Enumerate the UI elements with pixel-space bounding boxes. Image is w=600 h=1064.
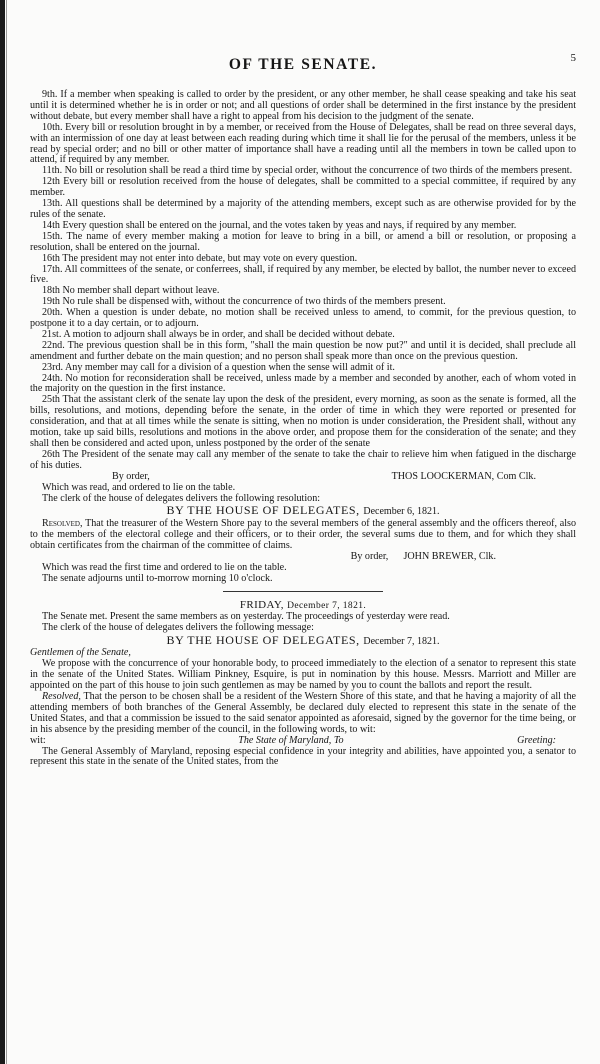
- banner-title: BY THE HOUSE OF DELEGATES,: [166, 503, 360, 518]
- rule-14: 14th Every question shall be entered on the journal, and the votes taken by yeas and nays, if required by any member.: [42, 219, 517, 231]
- table-order-line: Which was read, and ordered to lie on the table.: [42, 481, 236, 493]
- greeting-word: Greeting:: [517, 734, 556, 746]
- signature-by-order: By order,: [350, 551, 389, 563]
- signature-loockerman: [30, 472, 576, 483]
- document-body: [30, 90, 576, 768]
- message-body: We propose with the concurrence of your honorable body, to proceed immediately to the election of a senator to represent this state in the senate of the United States. William Pinkney, Esquire, is put in nomination by this house. Messrs. Marriott and Miller are appointed on the part of this house to join such gentlemen as may be named by you to count the ballots and report the result.: [30, 658, 576, 692]
- resolved-lead: Resolved,: [42, 518, 83, 530]
- day-heading: [30, 600, 576, 612]
- commission-greeting: [30, 736, 576, 747]
- banner-title: BY THE HOUSE OF DELEGATES,: [166, 632, 360, 647]
- house-banner-dec-6: [30, 505, 576, 518]
- signature-name: THOS LOOCKERMAN, Com Clk.: [391, 470, 536, 482]
- rule-25: 25th That the assistant clerk of the senate lay upon the desk of the president, every morning, as soon as the senate is formed, all the bills, resolutions, and motions, depending before the senate, in the order of time in which they were reported or presented for consideration, and that at all times while the senate is sitting, when no motion is under consideration, the President shall, without any motion, take up said bills, resolutions and motions in the above order, and propose them for the consideration of the senate; and they shall then be considered and acted upon, unless postponed by the order of the senate: [30, 394, 576, 449]
- adjournment-line: The senate adjourns until to-morrow morning 10 o'clock.: [42, 572, 273, 584]
- day-name: FRIDAY,: [239, 598, 284, 611]
- greeting-prefix: wit:: [30, 734, 46, 746]
- rule-20: 20th. When a question is under debate, no motion shall be received unless to amend, to commit, for the previous question, to postpone it to a day certain, or to adjourn.: [30, 307, 576, 330]
- rule-17: 17th. All committees of the senate, or conferrees, shall, if required by any member, be elected by ballot, the number never to exceed five.: [30, 263, 576, 286]
- resolution-treasurer: [30, 519, 576, 552]
- commission-text: The General Assembly of Maryland, reposing especial confidence in your integrity and abilities, have appointed you, a senator to represent this state in the senate of the United states, from the: [30, 745, 576, 768]
- rule-15: 15th. The name of every member making a motion for leave to bring in a bill, or amend a bill or resolution, or proposing a resolution, shall be entered on the journal.: [30, 230, 576, 253]
- binding-shadow: [6, 0, 7, 1064]
- house-banner-dec-7: [30, 632, 576, 648]
- rule-26: 26th The President of the senate may call any member of the senate to take the chair to relieve him when fatigued in the discharge of his duties.: [30, 448, 576, 471]
- document-page: [30, 52, 577, 768]
- day-date: December 7, 1821.: [287, 600, 367, 611]
- greeting-state: The State of Maryland, To: [238, 734, 344, 746]
- rule-18: 18th No member shall depart without leave.: [42, 285, 220, 297]
- message-salutation: Gentlemen of the Senate,: [30, 647, 131, 659]
- binding-edge: [0, 0, 5, 1064]
- rule-24: 24th. No motion for reconsideration shall be received, unless made by a member and seconded by another, each of whom voted in the majority on the question in the first instance.: [30, 372, 576, 395]
- rule-13: 13th. All questions shall be determined by a majority of the attending members, except such as are otherwise provided for by the rules of the senate.: [30, 198, 576, 220]
- page-title: OF THE SENATE.: [228, 56, 378, 73]
- clerk-delivers-resolution: The clerk of the house of delegates delivers the following resolution:: [42, 492, 321, 504]
- rule-23: 23rd. Any member may call for a division of a question when the sense will admit of it.: [42, 361, 395, 373]
- first-reading-line: Which was read the first time and ordered to lie on the table.: [42, 561, 287, 573]
- rule-12: 12th Every bill or resolution received from the house of delegates, shall be committed to a special committee, if required by any member.: [30, 176, 576, 199]
- section-divider: [223, 591, 383, 592]
- rule-16: 16th The president may not enter into debate, but may vote on every question.: [42, 252, 358, 264]
- banner-date: December 6, 1821.: [363, 506, 440, 518]
- rule-11: 11th. No bill or resolution shall be read a third time by special order, without the concurrence of two thirds of the members present.: [42, 165, 573, 177]
- signature-name: JOHN BREWER, Clk.: [403, 551, 496, 563]
- resolution-text: That the treasurer of the Western Shore pay to the several members of the general assembly and the officers thereof, also to the members of the electoral college and their officers, or to their order, the several sums due to them, and for which they shall obtain certificates from the chairman of the committee of claims.: [30, 518, 577, 552]
- rule-9: 9th. If a member when speaking is called to order by the president, or any other member, he shall cease speaking and take his seat until it is determined whether he is in order or not; and all questions of order shall be determined in the first instance by the president without debate, but every member shall have a right to appeal from his decision to the judgment of the senate.: [30, 89, 576, 122]
- rule-10: 10th. Every bill or resolution brought in by a member, or received from the House of Delegates, shall be read on three several days, with an intermission of one day at least between each reading during which time it shall lie for the perusal of the members, unless it be read by special order; and no bill or other matter of importance shall have a reading until all the members in town be called upon to attend, if required by any member.: [30, 121, 576, 166]
- resolution-election: [30, 692, 576, 736]
- banner-date: December 7, 1821.: [363, 635, 440, 647]
- clerk-delivers-message: The clerk of the house of delegates delivers the following message:: [42, 621, 314, 633]
- senate-met-line: The Senate met. Present the same members as on yesterday. The proceedings of yesterday were read.: [42, 610, 450, 622]
- rule-19: 19th No rule shall be dispensed with, without the concurrence of two thirds of the members present.: [42, 296, 446, 308]
- signature-by-order: By order,: [112, 470, 150, 482]
- page-number: 5: [570, 52, 576, 64]
- resolution-text: That the person to be chosen shall be a resident of the Western Shore of this state, and that he having a majority of all the attending members of both branches of the General Assembly, be declared duly elected to represent this state in the senate of the United States, and that a commission be issued to the said senator appointed as aforesaid, signed by the governor for the time being, or in his absence by the presiding member of the council, in the following words, to wit:: [30, 691, 576, 735]
- rule-22: 22nd. The previous question shall be in this form, "shall the main question be now put?" and until it is decided, shall preclude all amendment and further debate on the main question; and no person shall speak more than once on the previous question.: [30, 339, 576, 362]
- resolved-lead: Resolved,: [42, 691, 81, 703]
- rule-21: 21st. A motion to adjourn shall always be in order, and shall be decided without debate.: [42, 328, 395, 340]
- page-header: [30, 52, 576, 80]
